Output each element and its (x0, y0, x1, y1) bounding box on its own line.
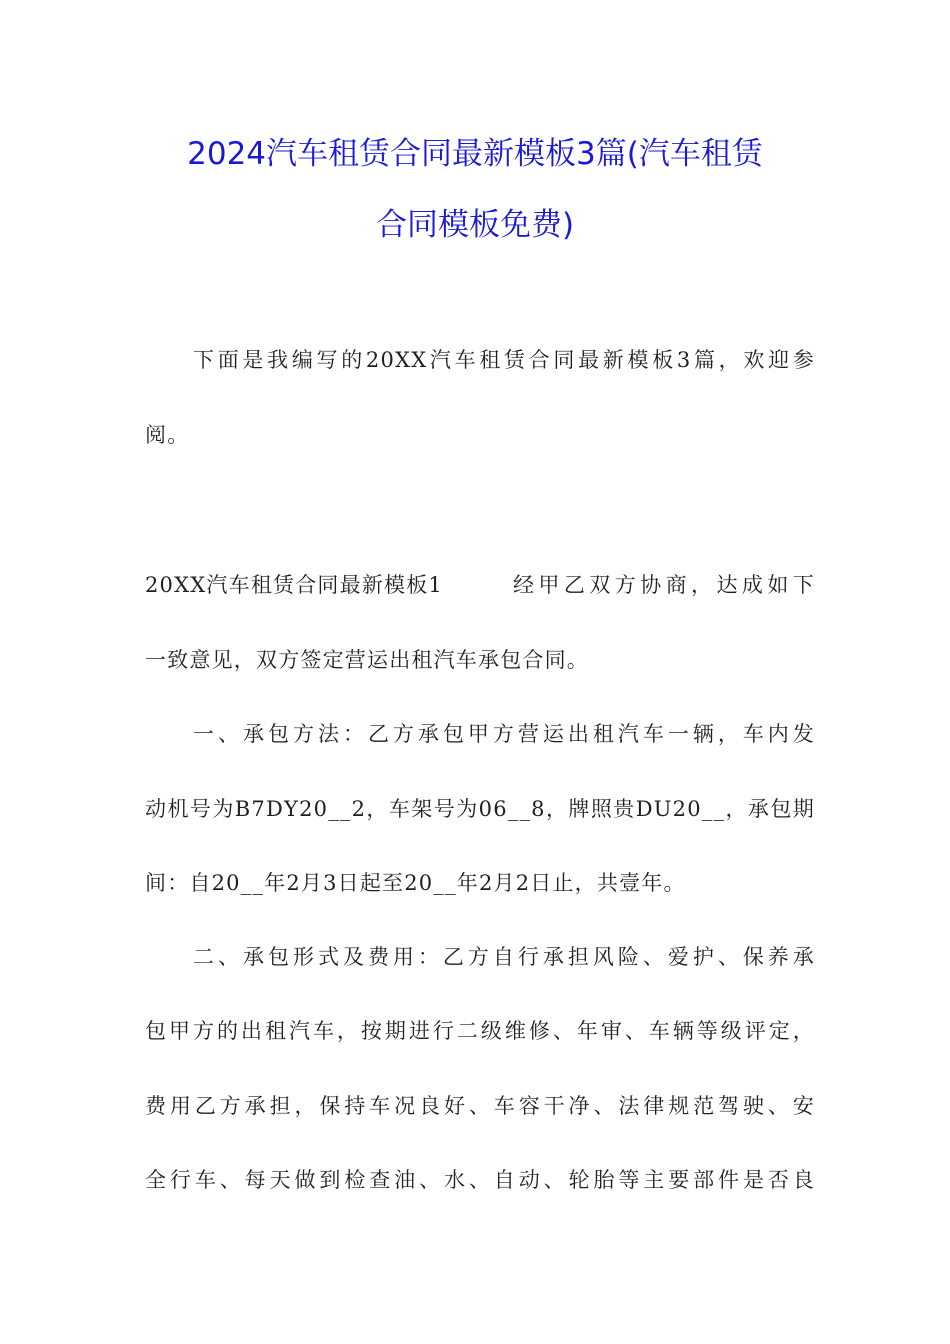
clause-2-line-4: 全行车、每天做到检查油、水、自动、轮胎等主要部件是否良 (145, 1168, 815, 1192)
intro-line-2: 阅。 (145, 423, 190, 447)
clause-1-line-3: 间：自20__年2月3日起至20__年2月2日止，共壹年。 (145, 871, 686, 895)
section-heading-row (145, 570, 815, 600)
document-title-line-2: 合同模板免费) (375, 207, 575, 243)
clause-1-line-1: 一、承包方法：乙方承包甲方营运出租汽车一辆，车内发 (193, 722, 815, 746)
clause-1-line-2: 动机号为B7DY20__2，车架号为06__8，牌照贵DU20__，承包期 (145, 797, 815, 821)
paragraph-1-line-1: 经甲乙双方协商，达成如下 (513, 573, 815, 597)
clause-2-line-1: 二、承包形式及费用：乙方自行承担风险、爱护、保养承 (193, 945, 815, 969)
section-heading: 20XX汽车租赁合同最新模板1 (145, 573, 443, 597)
intro-line-1: 下面是我编写的20XX汽车租赁合同最新模板3篇，欢迎参 (193, 348, 815, 372)
document-title-line-1: 2024汽车租赁合同最新模板3篇(汽车租赁 (187, 136, 763, 172)
clause-2-line-3: 费用乙方承担，保持车况良好、车容干净、法律规范驾驶、安 (145, 1094, 815, 1118)
paragraph-1-line-2: 一致意见，双方签定营运出租汽车承包合同。 (145, 648, 589, 672)
clause-2-line-2: 包甲方的出租汽车，按期进行二级维修、年审、车辆等级评定， (145, 1019, 815, 1043)
